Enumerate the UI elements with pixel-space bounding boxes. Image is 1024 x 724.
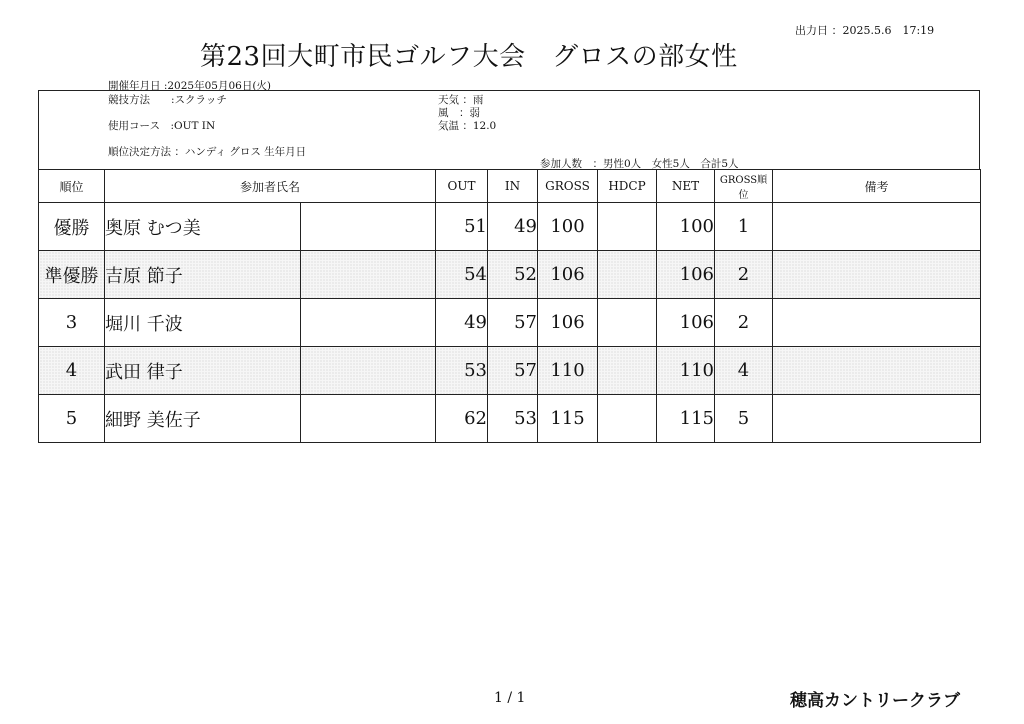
col-header-hdcp: HDCP <box>598 170 657 203</box>
club-name: 穂高カントリークラブ <box>790 691 960 711</box>
table-row <box>39 251 981 299</box>
in-cell: 49 <box>488 203 538 251</box>
blank-cell <box>301 347 436 395</box>
gross-cell: 106 <box>538 299 598 347</box>
notes-cell <box>773 395 981 443</box>
competition-method: 競技方法 :スクラッチ <box>108 94 227 106</box>
blank-cell <box>301 203 436 251</box>
name-cell: 堀川 千波 <box>105 299 301 347</box>
page-number: 1 / 1 <box>494 690 526 706</box>
in-cell: 53 <box>488 395 538 443</box>
hdcp-cell <box>598 299 657 347</box>
col-header-name: 参加者氏名 <box>105 170 436 203</box>
output-date: 出力日 ：2025.5.6 17:19 <box>795 24 935 37</box>
rank-cell: 5 <box>39 395 105 443</box>
hdcp-cell <box>598 395 657 443</box>
table-row <box>39 299 981 347</box>
name-cell: 武田 律子 <box>105 347 301 395</box>
notes-cell <box>773 251 981 299</box>
rank-cell: 3 <box>39 299 105 347</box>
hdcp-cell <box>598 251 657 299</box>
notes-cell <box>773 299 981 347</box>
out-cell: 51 <box>436 203 488 251</box>
weather-sky: 天気 ：雨 <box>438 94 484 106</box>
col-header-gross: GROSS <box>538 170 598 203</box>
in-cell: 57 <box>488 299 538 347</box>
table-row <box>39 347 981 395</box>
gross-cell: 110 <box>538 347 598 395</box>
net-cell: 106 <box>657 299 715 347</box>
blank-cell <box>301 251 436 299</box>
weather-wind: 風 ：弱 <box>438 107 480 119</box>
gross-cell: 106 <box>538 251 598 299</box>
col-header-notes: 備考 <box>773 170 981 203</box>
gross-rank-cell: 1 <box>715 203 773 251</box>
name-cell: 細野 美佐子 <box>105 395 301 443</box>
table-row <box>39 203 981 251</box>
course-used: 使用コース :OUT IN <box>108 120 216 132</box>
hdcp-cell <box>598 347 657 395</box>
held-date: 開催年月日 :2025年05月06日(火) <box>108 80 272 92</box>
col-header-out: OUT <box>436 170 488 203</box>
net-cell: 100 <box>657 203 715 251</box>
out-cell: 62 <box>436 395 488 443</box>
hdcp-cell <box>598 203 657 251</box>
gross-rank-cell: 2 <box>715 251 773 299</box>
col-header-rank: 順位 <box>39 170 105 203</box>
net-cell: 110 <box>657 347 715 395</box>
participant-count: 参加人数 ：男性0人 女性5人 合計5人 <box>540 158 739 170</box>
in-cell: 52 <box>488 251 538 299</box>
ranking-method: 順位決定方法 ：ハンディ グロス 生年月日 <box>108 146 307 158</box>
col-header-net: NET <box>657 170 715 203</box>
col-header-in: IN <box>488 170 538 203</box>
blank-cell <box>301 395 436 443</box>
rank-cell: 準優勝 <box>39 251 105 299</box>
gross-rank-cell: 4 <box>715 347 773 395</box>
blank-cell <box>301 299 436 347</box>
net-cell: 115 <box>657 395 715 443</box>
weather-temp: 気温 ：12.0 <box>438 120 497 132</box>
in-cell: 57 <box>488 347 538 395</box>
page-title: 第23回大町市民ゴルフ大会 グロスの部女性 <box>200 42 738 72</box>
table-row <box>39 395 981 443</box>
name-cell: 奥原 むつ美 <box>105 203 301 251</box>
net-cell: 106 <box>657 251 715 299</box>
out-cell: 49 <box>436 299 488 347</box>
notes-cell <box>773 203 981 251</box>
notes-cell <box>773 347 981 395</box>
results-table <box>38 169 981 443</box>
table-header-row <box>39 170 981 203</box>
gross-cell: 115 <box>538 395 598 443</box>
gross-rank-cell: 2 <box>715 299 773 347</box>
name-cell: 吉原 節子 <box>105 251 301 299</box>
gross-rank-cell: 5 <box>715 395 773 443</box>
rank-cell: 優勝 <box>39 203 105 251</box>
col-header-gross-rank: GROSS順位 <box>715 170 773 203</box>
rank-cell: 4 <box>39 347 105 395</box>
out-cell: 54 <box>436 251 488 299</box>
gross-cell: 100 <box>538 203 598 251</box>
out-cell: 53 <box>436 347 488 395</box>
